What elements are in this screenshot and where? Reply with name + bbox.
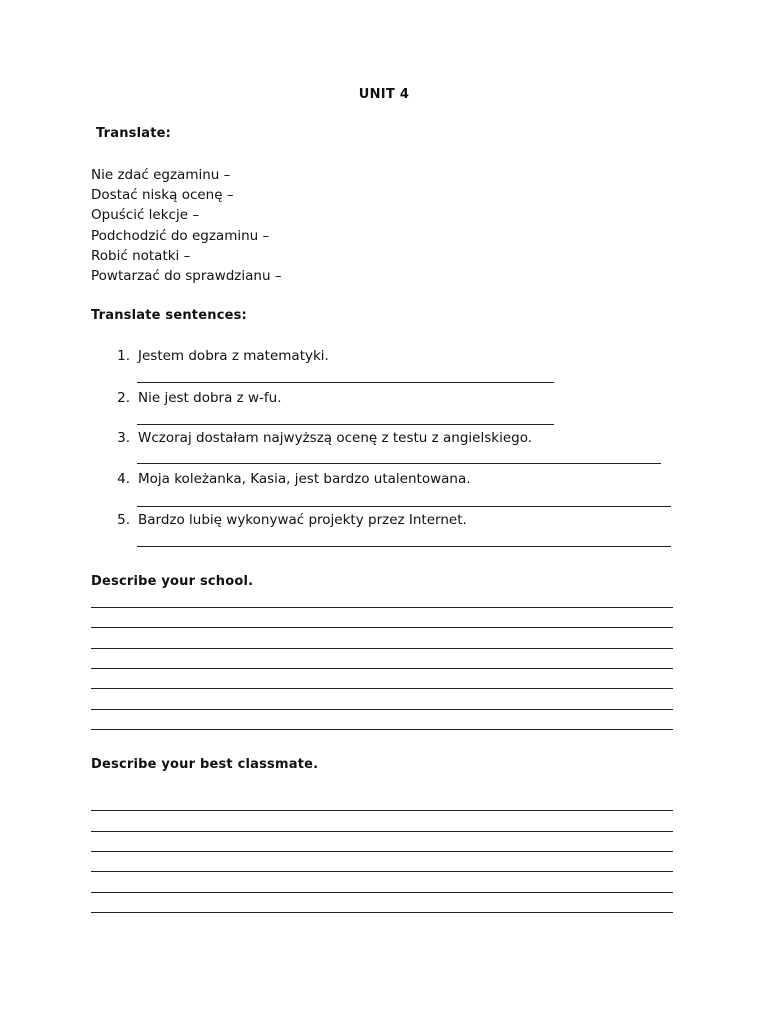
translate-heading: Translate: <box>96 126 172 141</box>
answer-line[interactable] <box>137 463 661 464</box>
writing-line[interactable] <box>91 831 673 832</box>
sentence-number: 3. <box>117 430 130 446</box>
classmate-heading: Describe your best classmate. <box>91 757 319 772</box>
writing-line[interactable] <box>91 607 673 608</box>
sentence-number: 4. <box>117 471 130 487</box>
writing-line[interactable] <box>91 871 673 872</box>
writing-line[interactable] <box>91 668 673 669</box>
page-title: UNIT 4 <box>358 87 410 102</box>
phrase-item: Podchodzić do egzaminu – <box>91 228 270 244</box>
sentence-text: Bardzo lubię wykonywać projekty przez Internet. <box>138 512 467 528</box>
phrase-item: Opuścić lekcje – <box>91 207 200 223</box>
answer-line[interactable] <box>137 424 554 425</box>
phrase-item: Nie zdać egzaminu – <box>91 167 231 183</box>
writing-line[interactable] <box>91 892 673 893</box>
school-heading: Describe your school. <box>91 574 254 589</box>
answer-line[interactable] <box>137 546 671 547</box>
writing-line[interactable] <box>91 729 673 730</box>
writing-line[interactable] <box>91 648 673 649</box>
sentence-text: Wczoraj dostałam najwyższą ocenę z testu z angielskiego. <box>138 430 533 446</box>
sentence-number: 2. <box>117 390 130 406</box>
sentence-number: 5. <box>117 512 130 528</box>
phrase-item: Robić notatki – <box>91 248 191 264</box>
sentence-number: 1. <box>117 348 130 364</box>
answer-line[interactable] <box>137 506 671 507</box>
sentence-text: Nie jest dobra z w-fu. <box>138 390 282 406</box>
writing-line[interactable] <box>91 851 673 852</box>
phrase-item: Powtarzać do sprawdzianu – <box>91 268 282 284</box>
sentences-heading: Translate sentences: <box>91 308 247 323</box>
sentence-text: Moja koleżanka, Kasia, jest bardzo utalentowana. <box>138 471 471 487</box>
writing-line[interactable] <box>91 627 673 628</box>
writing-line[interactable] <box>91 912 673 913</box>
writing-line[interactable] <box>91 688 673 689</box>
phrase-item: Dostać niską ocenę – <box>91 187 234 203</box>
writing-line[interactable] <box>91 810 673 811</box>
writing-line[interactable] <box>91 709 673 710</box>
answer-line[interactable] <box>137 382 554 383</box>
sentence-text: Jestem dobra z matematyki. <box>138 348 329 364</box>
